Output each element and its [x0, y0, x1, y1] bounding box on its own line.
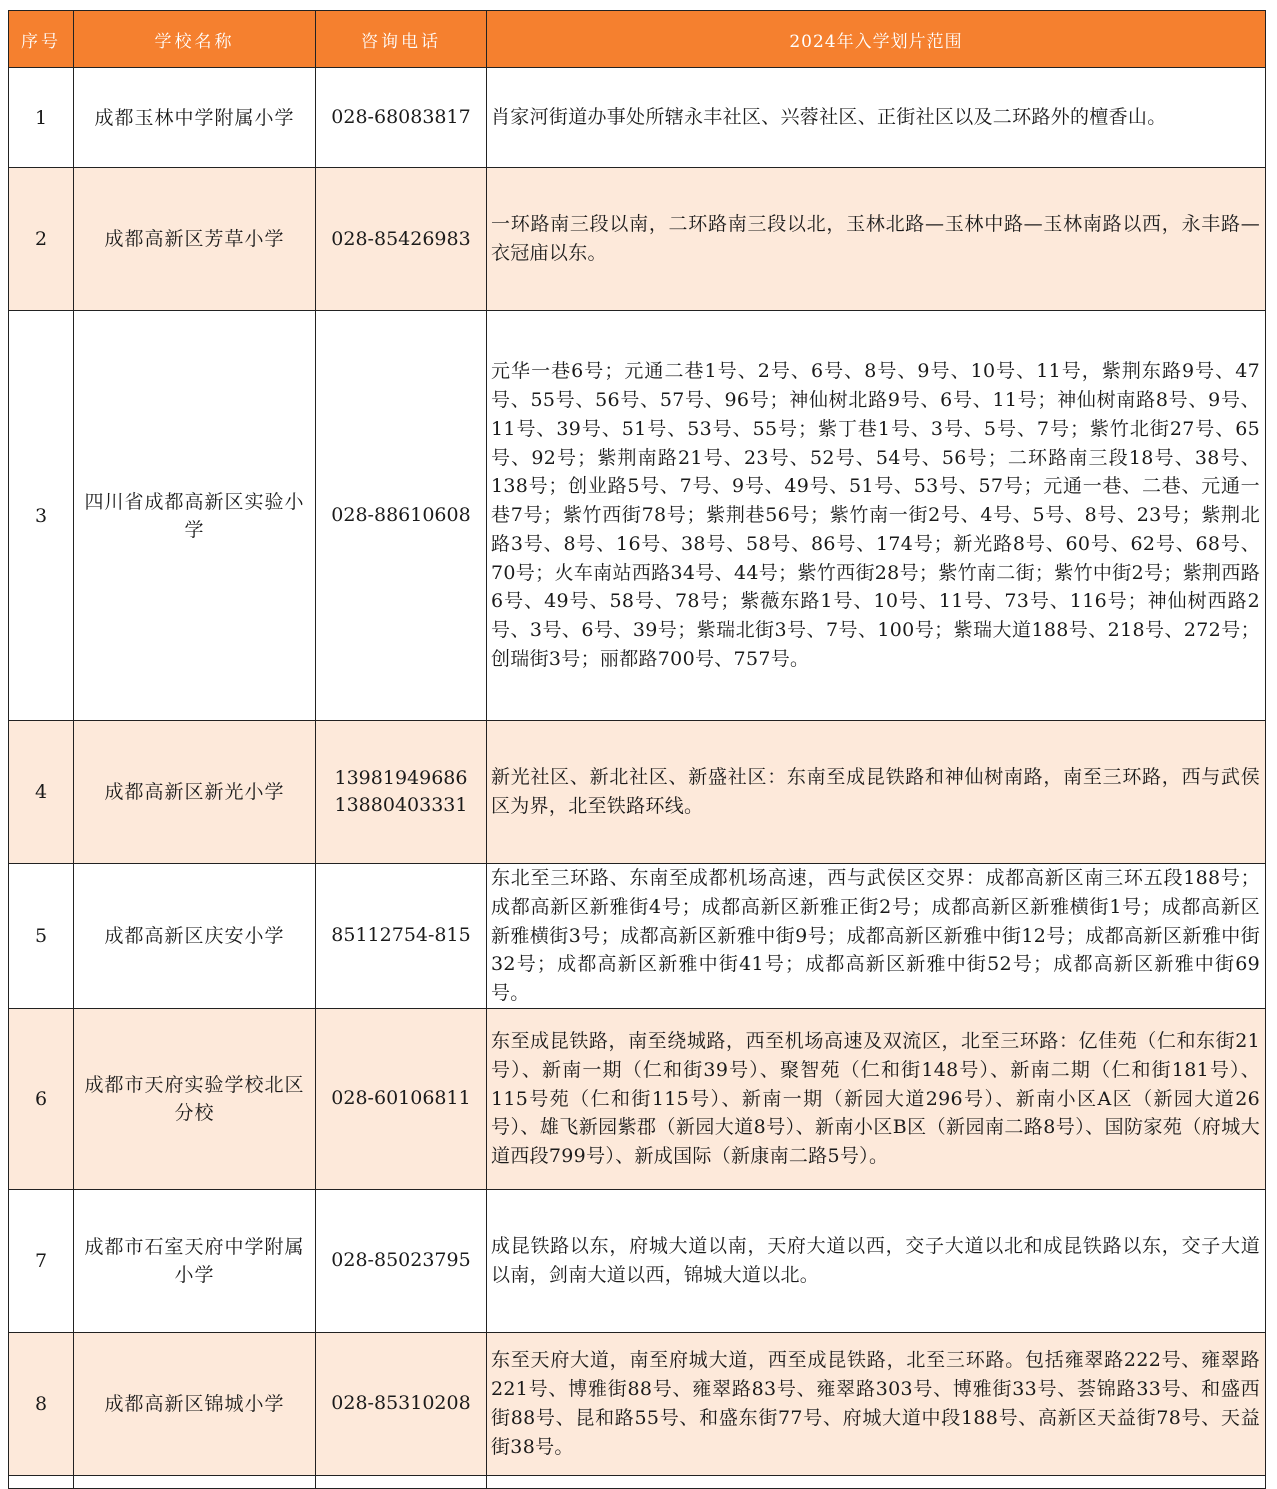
- school-name: 成都高新区锦城小学: [74, 1332, 316, 1475]
- row-index: 6: [9, 1008, 74, 1189]
- header-index: 序号: [9, 11, 74, 68]
- row-index: 1: [9, 68, 74, 168]
- contact-phone: [316, 1475, 487, 1488]
- contact-phone: 028-88610608: [316, 311, 487, 721]
- enrollment-range: 成昆铁路以东，府城大道以南，天府大道以西，交子大道以北和成昆铁路以东，交子大道以南，剑南大道以西，锦城大道以北。: [487, 1189, 1266, 1332]
- enrollment-range: 东北至三环路、东南至成都机场高速，西与武侯区交界：成都高新区南三环五段188号；成都高新区新雅街4号；成都高新区新雅正街2号；成都高新区新雅横街1号；成都高新区新雅横街3号；成都高新区新雅中街9号；成都高新区新雅中街12号；成都高新区新雅中街32号；成都高新区新雅中街41号；成都高新区新雅中街52号；成都高新区新雅中街69号。: [487, 864, 1266, 1009]
- contact-phone: 13981949686 13880403331: [316, 721, 487, 864]
- row-index: 2: [9, 168, 74, 311]
- contact-phone: 028-60106811: [316, 1008, 487, 1189]
- table-row: [9, 311, 1266, 721]
- row-index: [9, 1475, 74, 1488]
- enrollment-range: [487, 1475, 1266, 1488]
- school-name: 成都高新区芳草小学: [74, 168, 316, 311]
- contact-phone: 028-85426983: [316, 168, 487, 311]
- row-index: 4: [9, 721, 74, 864]
- enrollment-range: 东至天府大道，南至府城大道，西至成昆铁路，北至三环路。包括雍翠路222号、雍翠路221号、博雅街88号、雍翠路83号、雍翠路303号、博雅街33号、荟锦路33号、和盛西街88号、昆和路55号、和盛东街77号、府城大道中段188号、高新区天益街78号、天益街38号。: [487, 1332, 1266, 1475]
- header-phone: 咨询电话: [316, 11, 487, 68]
- contact-phone: 85112754-815: [316, 864, 487, 1009]
- enrollment-range: 一环路南三段以南，二环路南三段以北，玉林北路—玉林中路—玉林南路以西，永丰路—衣冠庙以东。: [487, 168, 1266, 311]
- table-row-partial: [9, 1475, 1266, 1488]
- table-row: [9, 168, 1266, 311]
- school-name: 成都高新区新光小学: [74, 721, 316, 864]
- enrollment-range: 东至成昆铁路，南至绕城路，西至机场高速及双流区，北至三环路：亿佳苑（仁和东街21号）、新南一期（仁和街39号）、聚智苑（仁和街148号）、新南二期（仁和街181号）、115号苑（仁和街115号）、新南一期（新园大道296号）、新南小区A区（新园大道26号）、雄飞新园紫郡（新园大道8号）、新南小区B区（新园南二路8号）、国防家苑（府城大道西段799号）、新成国际（新康南二路5号）。: [487, 1008, 1266, 1189]
- row-index: 3: [9, 311, 74, 721]
- row-index: 7: [9, 1189, 74, 1332]
- contact-phone: 028-85023795: [316, 1189, 487, 1332]
- header-enrollment-range: 2024年入学划片范围: [487, 11, 1266, 68]
- table-row: [9, 721, 1266, 864]
- school-name: 成都高新区庆安小学: [74, 864, 316, 1009]
- row-index: 5: [9, 864, 74, 1009]
- contact-phone: 028-85310208: [316, 1332, 487, 1475]
- enrollment-range: 新光社区、新北社区、新盛社区：东南至成昆铁路和神仙树南路，南至三环路，西与武侯区为界，北至铁路环线。: [487, 721, 1266, 864]
- table-row: [9, 864, 1266, 1009]
- school-name: 成都市天府实验学校北区分校: [74, 1008, 316, 1189]
- table-row: [9, 1008, 1266, 1189]
- table-row: [9, 68, 1266, 168]
- table-row: [9, 1332, 1266, 1475]
- school-zoning-table: [8, 10, 1266, 1489]
- header-row: [9, 11, 1266, 68]
- table-header: [9, 11, 1266, 68]
- enrollment-range: 元华一巷6号；元通二巷1号、2号、6号、8号、9号、10号、11号，紫荆东路9号、47号、55号、56号、57号、96号；神仙树北路9号、6号、11号；神仙树南路8号、9号、11号、39号、51号、53号、55号；紫丁巷1号、3号、5号、7号；紫竹北街27号、65号、92号；紫荆南路21号、23号、52号、54号、56号；二环路南三段18号、38号、138号；创业路5号、7号、9号、49号、51号、53号、57号；元通一巷、二巷、元通一巷7号；紫竹西街78号；紫荆巷56号；紫竹南一街2号、4号、5号、8号、23号；紫荆北路3号、8号、16号、38号、58号、86号、174号；新光路8号、60号、62号、68号、70号；火车南站西路34号、44号；紫竹西街28号；紫竹南二街；紫竹中街2号；紫荆西路6号、49号、58号、78号；紫薇东路1号、10号、11号、73号、116号；神仙树西路2号、3号、6号、39号；紫瑞北街3号、7号、100号；紫瑞大道188号、218号、272号；创瑞街3号；丽都路700号、757号。: [487, 311, 1266, 721]
- school-name: 四川省成都高新区实验小学: [74, 311, 316, 721]
- school-name: 成都玉林中学附属小学: [74, 68, 316, 168]
- school-name: 成都市石室天府中学附属小学: [74, 1189, 316, 1332]
- header-school-name: 学校名称: [74, 11, 316, 68]
- table-body: [9, 68, 1266, 1489]
- school-name: [74, 1475, 316, 1488]
- contact-phone: 028-68083817: [316, 68, 487, 168]
- enrollment-range: 肖家河街道办事处所辖永丰社区、兴蓉社区、正街社区以及二环路外的檀香山。: [487, 68, 1266, 168]
- row-index: 8: [9, 1332, 74, 1475]
- table-row: [9, 1189, 1266, 1332]
